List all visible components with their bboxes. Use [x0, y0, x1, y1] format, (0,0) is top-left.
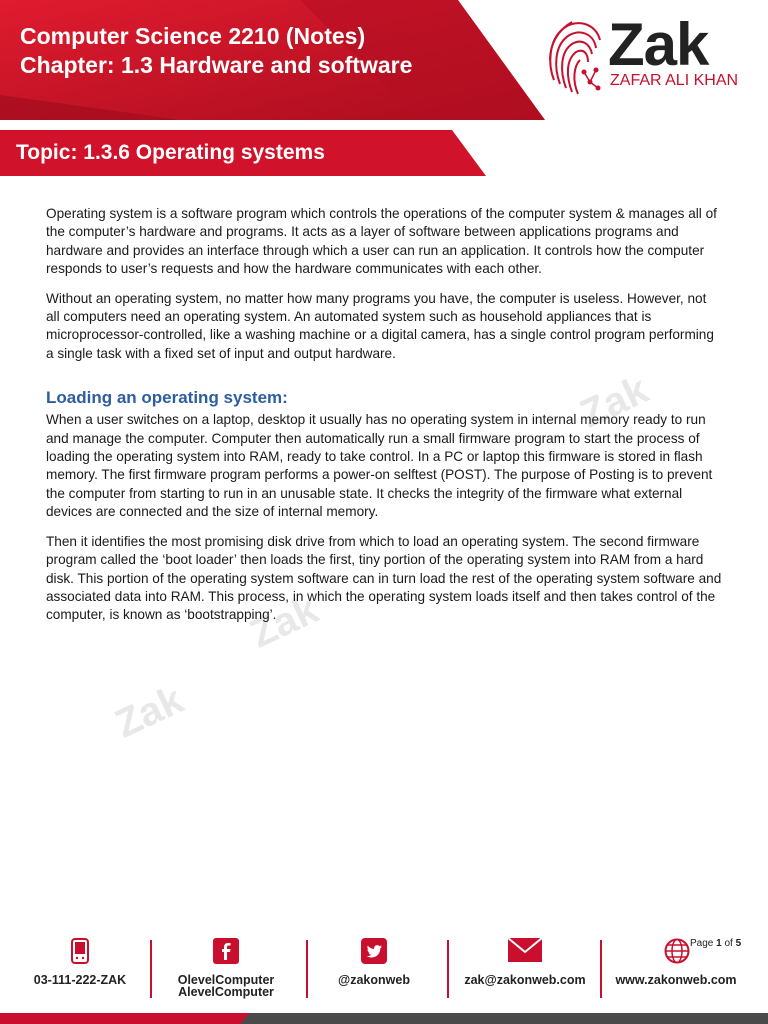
page-total: 5 — [735, 938, 742, 949]
page-number — [690, 938, 741, 949]
footer-divider — [447, 940, 449, 998]
watermark-logo: Zak — [573, 367, 655, 437]
footer-email-label[interactable]: zak@zakonweb.com — [464, 973, 586, 987]
globe-icon[interactable] — [664, 938, 690, 964]
mail-icon[interactable] — [508, 938, 542, 962]
footer-twitter-label[interactable]: @zakonweb — [338, 973, 410, 987]
footer-bottom-bar — [0, 1013, 768, 1024]
footer-phone — [18, 938, 142, 998]
footer — [0, 930, 768, 1024]
document-body — [46, 205, 722, 636]
paragraph-boot-post: When a user switches on a laptop, desktop it usually has no operating system in internal memory ready to run and manage the computer. Computer then automatically run a small firmware program to start the process of loading the operating system into RAM, ready to take control. In a PC or laptop this firmware is stored in flash memory. The first firmware program performs a power-on selftest (POST). The purpose of Posting is to prevent the computer from starting to run in an unusable state. It checks the integrity of the firmware what external devices are connected and the size of internal memory. — [46, 412, 713, 520]
watermark-logo: Zak — [243, 587, 325, 657]
twitter-icon[interactable] — [361, 938, 387, 964]
fingerprint-icon — [544, 10, 606, 106]
footer-phone-label[interactable]: 03-111-222-ZAK — [33, 973, 127, 987]
footer-facebook — [165, 938, 287, 998]
footer-email — [456, 938, 594, 998]
paragraph-bootstrapping: Then it identifies the most promising disk drive from which to load an operating system. The second firmware program called the ‘boot loader’ then loads the first, tiny portion of the operating system into RAM from a hard disk. This portion of the operating system software can in turn load the rest of the operating system software and associated data into RAM. This process, in which the operating system loads itself and then takes control of the computer, is known as ‘bootstrapping’. — [46, 533, 722, 623]
page-title — [20, 22, 412, 80]
paragraph-os-definition: Operating system is a software program which controls the operations of the computer system & manages all of the computer’s hardware and programs. It acts as a layer of software between applications programs and hardware and provides an interface through which a user can run an application. It controls how the computer responds to user’s requests and how the hardware communicates with each other. — [46, 206, 717, 277]
logo-subtitle: ZAFAR ALI KHAN — [610, 72, 739, 89]
logo-wordmark: Zak — [608, 11, 709, 78]
footer-facebook-label-1[interactable]: OlevelComputer — [177, 973, 275, 987]
footer-facebook-label-2[interactable]: AlevelComputer — [178, 985, 274, 999]
footer-website-label[interactable]: www.zakonweb.com — [615, 973, 737, 987]
footer-twitter — [322, 938, 426, 998]
chapter-title: Chapter: 1.3 Hardware and software — [20, 52, 413, 78]
course-title: Computer Science 2210 (Notes) — [20, 23, 366, 49]
brand-logo — [540, 8, 760, 108]
facebook-icon[interactable] — [213, 938, 239, 964]
page-current: 1 — [716, 938, 722, 949]
section-heading-loading-os: Loading an operating system: — [46, 388, 288, 408]
phone-icon — [71, 938, 89, 964]
footer-divider — [306, 940, 308, 998]
page-of: of — [721, 938, 736, 949]
footer-divider — [600, 940, 602, 998]
footer-divider — [150, 940, 152, 998]
paragraph-os-need: Without an operating system, no matter how many programs you have, the computer is useless. However, not all computers need an operating system. An automated system such as household appliances that is microprocessor-controlled, like a washing machine or a digital camera, has a single control program performing a single task with a fixed set of input and output hardware. — [46, 290, 714, 361]
page-prefix: Page — [690, 938, 717, 949]
topic-title: Topic: 1.3.6 Operating systems — [16, 141, 325, 164]
header-banner — [0, 0, 768, 120]
watermark-logo: Zak — [108, 677, 190, 747]
